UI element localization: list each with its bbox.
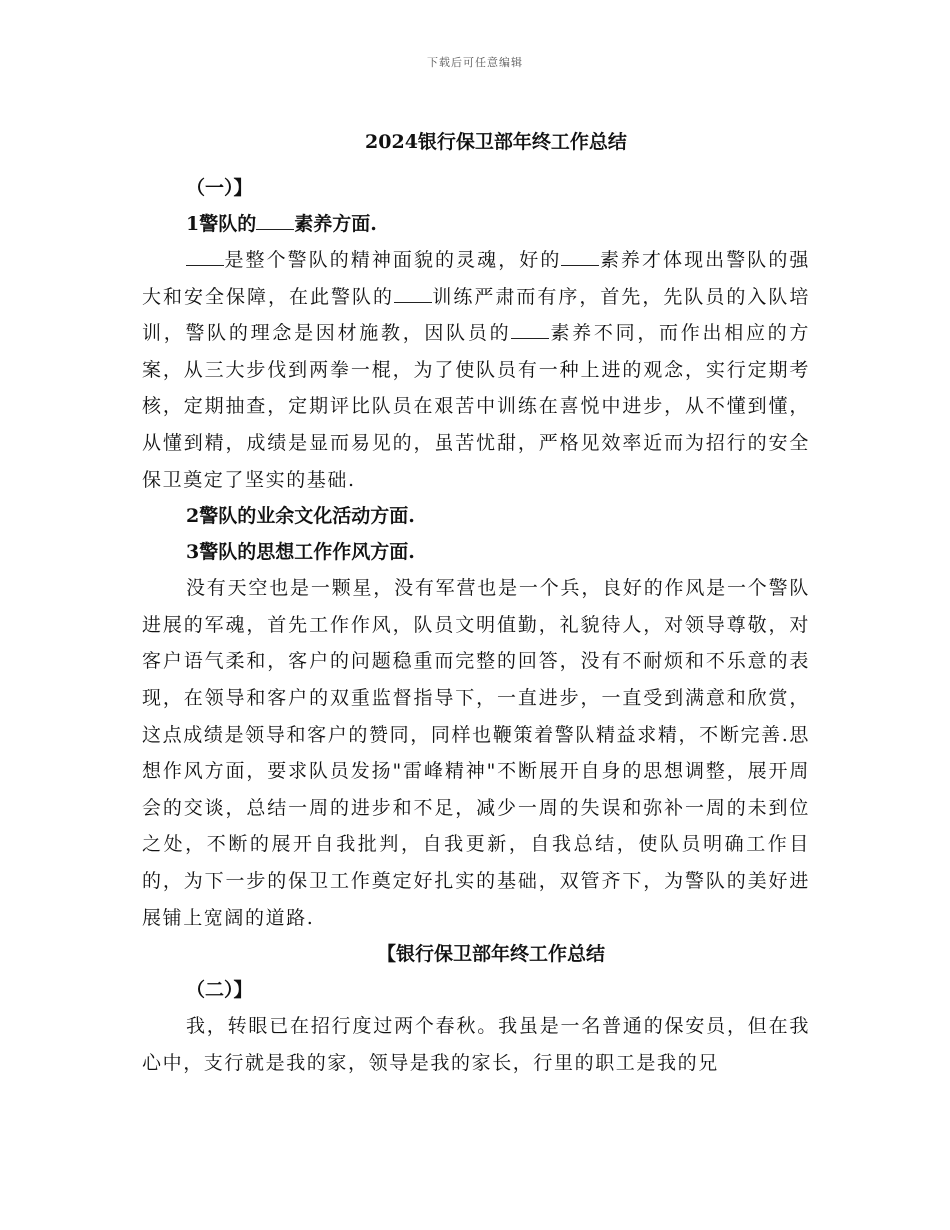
- document-title: 2024银行保卫部年终工作总结: [365, 131, 627, 153]
- fill-blank: [394, 301, 432, 303]
- fill-blank: [186, 264, 224, 266]
- p1-seg1: 是整个警队的精神面貌的灵魂，好的: [224, 249, 562, 271]
- part2-label: （二）】: [186, 979, 253, 1002]
- section1-heading: [142, 206, 810, 242]
- section2-heading: 2警队的业余文化活动方面.: [186, 505, 415, 528]
- section1-paragraph: [142, 242, 810, 498]
- document-title-2: 【银行保卫部年终工作总结: [376, 943, 605, 966]
- fill-blank: [561, 264, 599, 266]
- p1-seg2: 素养才体现出警队的强大和安全保障，在此警队的: [142, 249, 810, 308]
- section3-paragraph: 没有天空也是一颗星，没有军营也是一个兵，良好的作风是一个警队进展的军魂，首先工作作风，队员文明值勤，礼貌待人，对领导尊敬，对客户语气柔和，客户的问题稳重而完整的回答，没有不耐烦和不乐意的表现，在领导和客户的双重监督指导下，一直进步，一直受到满意和欣赏，这点成绩是领导和客户的赞同，同样也鞭策着警队精益求精，不断完善.思想作风方面，要求队员发扬"雷峰精神"不断展开自身的思想调整，展开周会的交谈，总结一周的进步和不足，减少一周的失误和弥补一周的未到位之处，不断的展开自我批判，自我更新，自我总结，使队员明确工作目的，为下一步的保卫工作奠定好扎实的基础，双管齐下，为警队的美好进展铺上宽阔的道路.: [142, 577, 810, 929]
- section1-heading-a: 1警队的: [186, 213, 257, 235]
- p1-seg3: 训练严肃而有序，首先，先队员的入队培训，警队的理念是因材施教，因队员的: [142, 285, 810, 345]
- p1-seg4: 素养不同，而作出相应的方案，从三大步伐到两拳一棍，为了使队员有一种上进的观念，实行定期考核，定期抽查，定期评比队员在艰苦中训练在喜悦中进步，从不懂到懂，从懂到精，成绩是显而易见的，虽苦忧甜，严格见效率近而为招行的安全保卫奠定了坚实的基础.: [142, 322, 811, 491]
- part2-paragraph: 我，转眼已在招行度过两个春秋。我虽是一名普通的保安员，但在我心中，支行就是我的家，领导是我的家长，行里的职工是我的兄: [142, 1015, 810, 1074]
- part1-label: （一）】: [186, 177, 253, 199]
- document-body: [142, 120, 810, 1081]
- section1-heading-b: 素养方面.: [294, 213, 377, 235]
- page-header-note: 下载后可任意编辑: [427, 56, 523, 69]
- fill-blank: [511, 337, 549, 339]
- fill-blank: [256, 228, 294, 230]
- section3-heading: 3警队的思想工作作风方面.: [186, 541, 415, 564]
